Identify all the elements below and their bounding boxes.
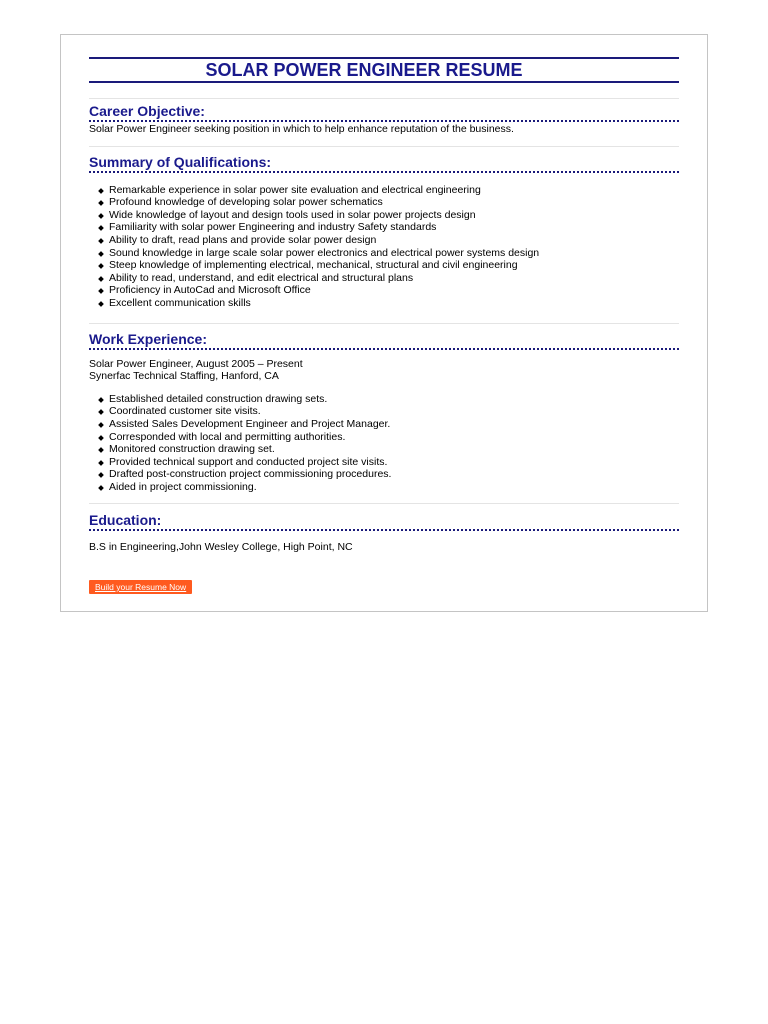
work-item — [99, 468, 679, 481]
qualification-item — [99, 297, 679, 310]
qualification-item-text: Excellent communication skills — [109, 296, 251, 309]
qualification-item — [99, 247, 679, 260]
work-item — [99, 431, 679, 444]
section-education — [89, 503, 679, 554]
cta-wrap — [89, 577, 679, 595]
resume-page — [60, 34, 708, 612]
work-item — [99, 393, 679, 406]
job-company: Synerfac Technical Staffing, Hanford, CA — [89, 370, 279, 383]
bullet-icon — [98, 435, 104, 441]
work-item — [99, 405, 679, 418]
career-objective-text: Solar Power Engineer seeking position in which to help enhance reputation of the business. — [89, 123, 514, 135]
bullet-icon — [98, 251, 104, 257]
bullet-icon — [98, 289, 104, 295]
work-item — [99, 443, 679, 456]
title-block — [89, 57, 679, 83]
qualification-item-text: Ability to draft, read plans and provide solar power design — [109, 233, 377, 246]
bullet-icon — [98, 213, 104, 219]
work-experience-list — [89, 393, 679, 494]
qualification-item — [99, 221, 679, 234]
section-qualifications — [89, 146, 679, 310]
section-separator — [89, 503, 679, 504]
qualification-item — [99, 272, 679, 285]
work-item — [99, 418, 679, 431]
qualification-item-text: Profound knowledge of developing solar power schematics — [109, 196, 383, 209]
qualification-item-text: Remarkable experience in solar power site evaluation and electrical engineering — [109, 183, 481, 196]
section-heading-career-objective: Career Objective: — [89, 103, 679, 122]
bullet-icon — [98, 447, 104, 453]
work-item-text: Coordinated customer site visits. — [109, 405, 261, 418]
bullet-icon — [98, 263, 104, 269]
work-item — [99, 481, 679, 494]
bullet-icon — [98, 397, 104, 403]
work-item — [99, 456, 679, 469]
bullet-icon — [98, 188, 104, 194]
work-item-text: Provided technical support and conducted project site visits. — [109, 455, 388, 468]
qualification-item — [99, 209, 679, 222]
bullet-icon — [98, 226, 104, 232]
qualification-item — [99, 234, 679, 247]
qualification-item-text: Ability to read, understand, and edit electrical and structural plans — [109, 271, 414, 284]
section-work-experience — [89, 323, 679, 494]
title-rule — [89, 81, 679, 83]
build-resume-button[interactable]: Build your Resume Now — [89, 580, 192, 594]
bullet-icon — [98, 460, 104, 466]
work-item-text: Monitored construction drawing set. — [109, 443, 275, 456]
job-position: Solar Power Engineer, August 2005 – Present — [89, 357, 303, 370]
bullet-icon — [98, 422, 104, 428]
work-item-text: Drafted post-construction project commissioning procedures. — [109, 468, 392, 481]
qualification-item-text: Proficiency in AutoCad and Microsoft Office — [109, 284, 311, 297]
qualification-item-text: Wide knowledge of layout and design tools used in solar power projects design — [109, 208, 476, 221]
bullet-icon — [98, 409, 104, 415]
qualification-item-text: Familiarity with solar power Engineering and industry Safety standards — [109, 221, 437, 234]
qualification-item — [99, 259, 679, 272]
education-text: B.S in Engineering,John Wesley College, High Point, NC — [89, 541, 353, 554]
work-item-text: Assisted Sales Development Engineer and Project Manager. — [109, 417, 391, 430]
qualification-item — [99, 284, 679, 297]
work-item-text: Aided in project commissioning. — [109, 480, 257, 493]
qualification-item — [99, 196, 679, 209]
section-heading-education: Education: — [89, 512, 679, 531]
section-separator — [89, 146, 679, 147]
work-item-text: Corresponded with local and permitting authorities. — [109, 430, 346, 443]
section-career-objective — [89, 98, 679, 136]
resume-content — [89, 57, 679, 595]
section-heading-work-experience: Work Experience: — [89, 331, 679, 350]
bullet-icon — [98, 472, 104, 478]
qualification-item-text: Sound knowledge in large scale solar power electronics and electrical power systems design — [109, 246, 540, 259]
work-item-text: Established detailed construction drawing sets. — [109, 392, 328, 405]
qualifications-list — [89, 184, 679, 310]
section-heading-qualifications: Summary of Qualifications: — [89, 154, 679, 173]
page-title: SOLAR POWER ENGINEER RESUME — [205, 60, 523, 80]
bullet-icon — [98, 301, 104, 307]
qualification-item — [99, 184, 679, 197]
qualification-item-text: Steep knowledge of implementing electrical, mechanical, structural and civil engineering — [109, 259, 518, 272]
section-separator — [89, 323, 679, 324]
title-rule-top — [89, 57, 679, 59]
bullet-icon — [98, 200, 104, 206]
bullet-icon — [98, 238, 104, 244]
bullet-icon — [98, 276, 104, 282]
section-separator — [89, 98, 679, 99]
bullet-icon — [98, 485, 104, 491]
